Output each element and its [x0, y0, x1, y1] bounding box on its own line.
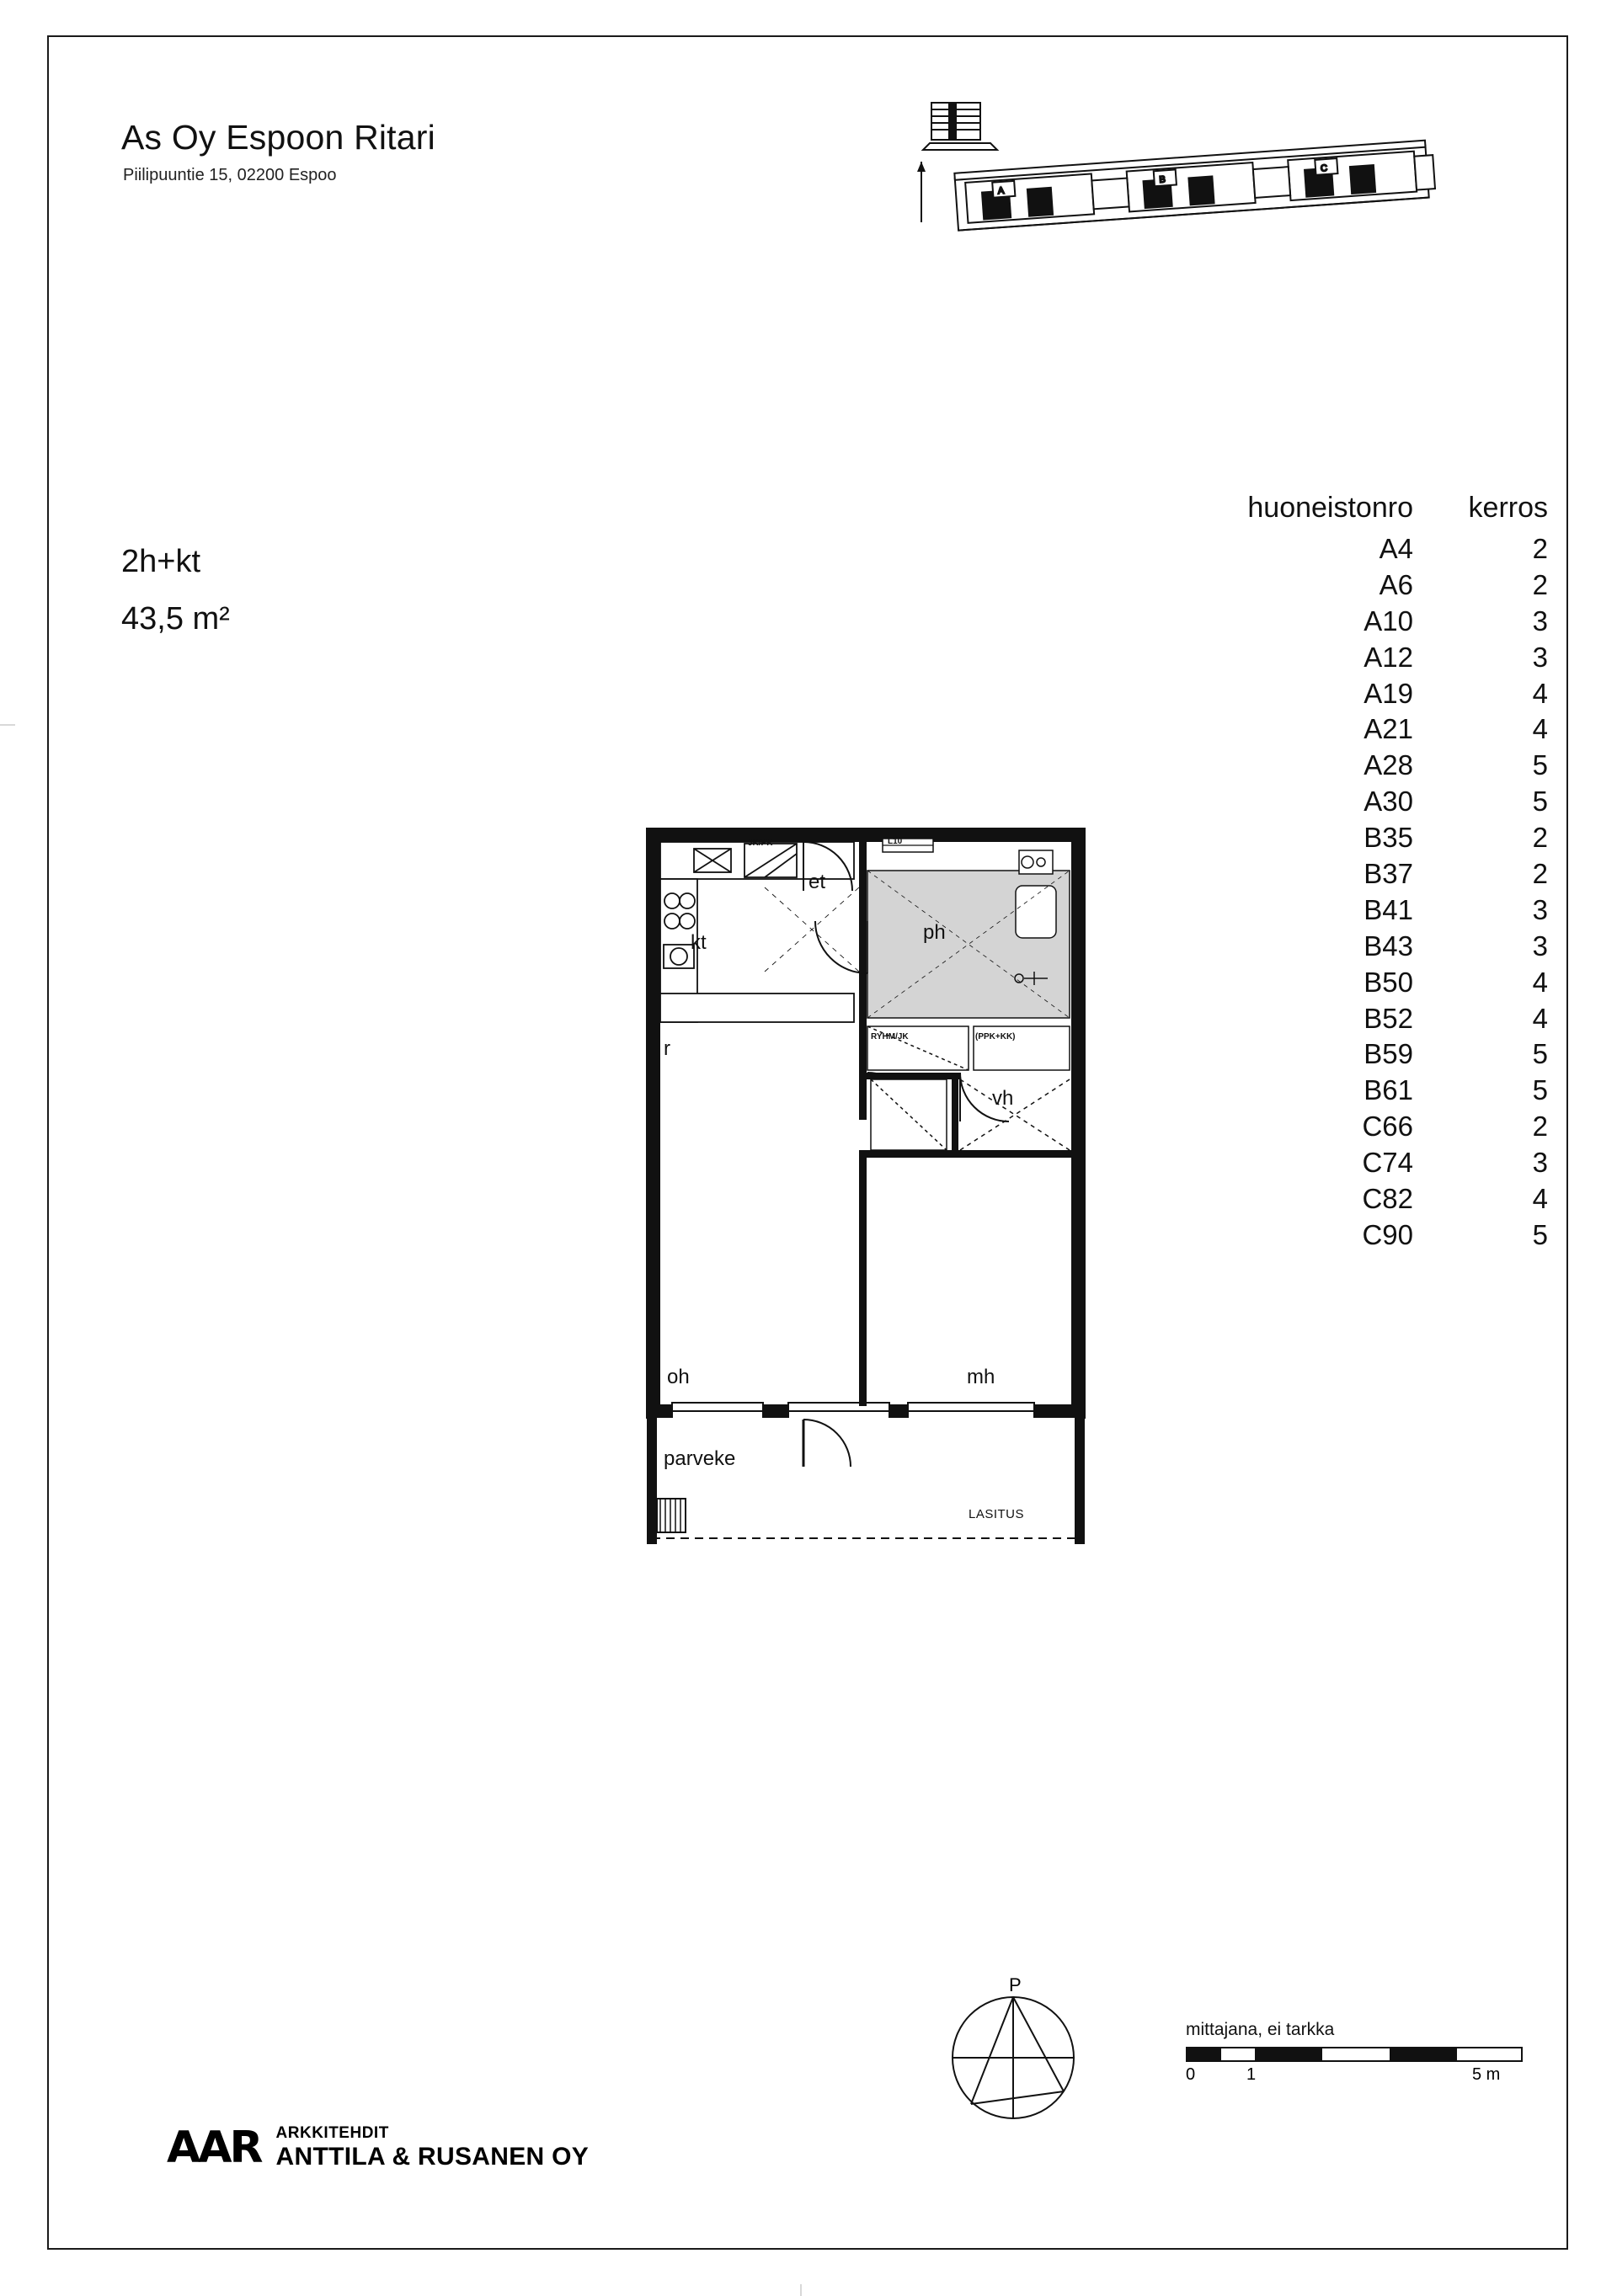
apartment-floor: 5	[1532, 1218, 1548, 1250]
room-label-kitchen: kt	[691, 931, 707, 954]
table-row	[1127, 929, 1548, 965]
appliance-label-fridge-freezer: JK/PK	[748, 839, 773, 848]
balcony-glazing-label: LASITUS	[969, 1507, 1025, 1521]
scale-seg-3	[1255, 2048, 1322, 2060]
apartment-floor: 4	[1532, 677, 1548, 709]
apartment-number: A4	[1379, 533, 1413, 564]
svg-text:A: A	[997, 185, 1005, 197]
room-label-balcony: parveke	[664, 1447, 736, 1470]
apartment-floor: 3	[1532, 641, 1548, 673]
compass-rose	[937, 1974, 1089, 2146]
table-row	[1127, 604, 1548, 640]
apartment-number: B50	[1364, 966, 1413, 998]
table-row	[1127, 856, 1548, 892]
table-row	[1127, 1181, 1548, 1217]
page-edge-tick-bottom	[800, 2284, 802, 2296]
apartment-floor: 2	[1532, 858, 1548, 890]
table-row	[1127, 748, 1548, 784]
table-row	[1127, 676, 1548, 712]
scale-caption: mittajana, ei tarkka	[1186, 2020, 1335, 2039]
apartment-floor: 2	[1532, 533, 1548, 564]
apartment-floor: 3	[1532, 1147, 1548, 1179]
table-row	[1127, 965, 1548, 1001]
table-row	[1127, 820, 1548, 856]
scale-seg-1	[1187, 2048, 1221, 2060]
room-label-living: oh	[667, 1366, 690, 1388]
table-body	[1127, 531, 1548, 1254]
plan-sheet	[47, 35, 1568, 2250]
apartment-floor: 5	[1532, 786, 1548, 818]
scale-label-start: 0	[1186, 2065, 1196, 2084]
table-row	[1127, 1001, 1548, 1037]
apartment-number: B43	[1364, 930, 1413, 962]
apartment-number: B52	[1364, 1002, 1413, 1034]
apartment-floor: 4	[1532, 713, 1548, 745]
apartment-number: B37	[1364, 858, 1413, 890]
room-label-bedroom: mh	[967, 1366, 995, 1388]
svg-text:C: C	[1320, 162, 1328, 174]
apartment-floor: 5	[1532, 749, 1548, 781]
scale-label-mid: 1	[1246, 2065, 1257, 2084]
table-row	[1127, 1109, 1548, 1145]
table-row	[1127, 892, 1548, 929]
apartment-number: A21	[1364, 713, 1413, 745]
apartment-number: B41	[1364, 893, 1413, 925]
apartment-floor: 5	[1532, 1038, 1548, 1070]
apartment-list-table	[1127, 492, 1548, 1254]
logo-line-2: ANTTILA & RUSANEN OY	[275, 2142, 590, 2171]
floor-plan-drawing	[638, 820, 1118, 1586]
compass-svg	[937, 1978, 1089, 2134]
window-label-l10: L10	[888, 837, 903, 846]
logo-line-1: ARKKITEHDIT	[275, 2124, 389, 2142]
table-row	[1127, 531, 1548, 567]
table-header-row	[1127, 492, 1548, 531]
scale-bar-block	[1186, 2020, 1540, 2087]
site-plan-svg	[916, 96, 1472, 273]
apartment-number: C90	[1362, 1218, 1413, 1250]
site-plan-diagram	[916, 96, 1472, 264]
apartment-number: B35	[1364, 822, 1413, 854]
column-header-floor: kerros	[1468, 492, 1548, 524]
apartment-number: B59	[1364, 1038, 1413, 1070]
apartment-number: C66	[1362, 1111, 1413, 1143]
table-row	[1127, 1145, 1548, 1181]
apartment-number: A6	[1379, 568, 1413, 600]
laundry-label: RYHM/JK	[871, 1032, 909, 1041]
page-edge-tick-left	[0, 724, 15, 726]
table-row	[1127, 1073, 1548, 1109]
logo-mark: AAR	[167, 2122, 261, 2173]
scale-labels	[1186, 2065, 1523, 2087]
apartment-number: A19	[1364, 677, 1413, 709]
page-title: As Oy Espoon Ritari	[121, 118, 435, 157]
room-label-r: r	[664, 1037, 670, 1060]
address-line: Piilipuuntie 15, 02200 Espoo	[123, 166, 337, 184]
table-row	[1127, 1217, 1548, 1254]
apartment-number: A30	[1364, 786, 1413, 818]
apartment-floor: 2	[1532, 568, 1548, 600]
room-label-entry: et	[808, 871, 826, 893]
table-row	[1127, 1036, 1548, 1073]
apartment-area: 43,5 m²	[121, 601, 230, 637]
scale-seg-4	[1322, 2048, 1390, 2060]
apartment-number: A28	[1364, 749, 1413, 781]
apartment-number: C82	[1362, 1183, 1413, 1215]
apartment-floor: 3	[1532, 893, 1548, 925]
apartment-floor: 4	[1532, 1183, 1548, 1215]
apartment-type: 2h+kt	[121, 544, 201, 579]
apartment-number: A12	[1364, 641, 1413, 673]
table-row	[1127, 711, 1548, 748]
architect-logo	[167, 2122, 590, 2173]
room-label-bathroom: ph	[923, 921, 946, 944]
table-row	[1127, 784, 1548, 820]
apartment-number: A10	[1364, 605, 1413, 637]
washer-dryer-label: (PPK+KK)	[975, 1032, 1016, 1041]
apartment-floor: 3	[1532, 930, 1548, 962]
apartment-floor: 3	[1532, 605, 1548, 637]
scale-bar	[1186, 2047, 1523, 2062]
column-header-apartment-number: huoneistonro	[1247, 492, 1413, 524]
apartment-floor: 2	[1532, 1111, 1548, 1143]
apartment-floor: 4	[1532, 966, 1548, 998]
scale-label-end: 5 m	[1472, 2065, 1501, 2084]
apartment-number: B61	[1364, 1074, 1413, 1106]
floor-plan-svg	[638, 820, 1118, 1586]
logo-text	[276, 2125, 590, 2171]
svg-text:B: B	[1159, 174, 1166, 185]
table-row	[1127, 567, 1548, 604]
apartment-floor: 2	[1532, 822, 1548, 854]
table-row	[1127, 640, 1548, 676]
compass-north-label: P	[1009, 1974, 1022, 1995]
scale-seg-2	[1221, 2048, 1255, 2060]
apartment-floor: 5	[1532, 1074, 1548, 1106]
apartment-floor: 4	[1532, 1002, 1548, 1034]
apartment-number: C74	[1362, 1147, 1413, 1179]
room-label-closet: vh	[992, 1087, 1014, 1110]
scale-seg-5	[1390, 2048, 1457, 2060]
scale-seg-6	[1457, 2048, 1521, 2060]
